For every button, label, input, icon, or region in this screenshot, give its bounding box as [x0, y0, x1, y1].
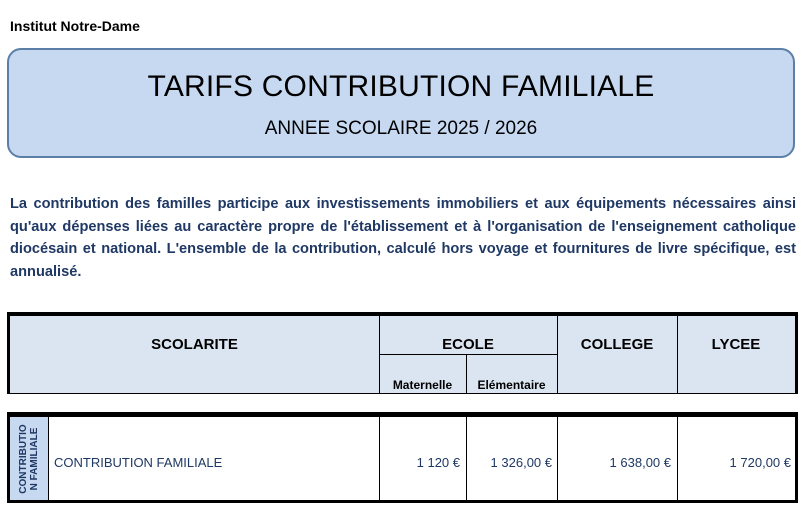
title-banner [7, 48, 795, 158]
header-college: COLLEGE [580, 336, 654, 353]
row-label: CONTRIBUTION FAMILIALE [54, 455, 223, 470]
school-name: Institut Notre-Dame [10, 18, 140, 34]
row-side-label [10, 417, 48, 500]
header-maternelle: Maternelle [392, 378, 453, 392]
page-subtitle: ANNEE SCOLAIRE 2025 / 2026 [264, 118, 538, 139]
header-elementaire: Elémentaire [477, 378, 546, 392]
tariff-table-header [7, 312, 798, 394]
header-lycee: LYCEE [711, 336, 761, 353]
column-divider [557, 316, 558, 394]
row-divider [379, 354, 557, 355]
price-elementaire: 1 326,00 € [490, 455, 552, 470]
column-divider [677, 316, 678, 394]
intro-paragraph: La contribution des familles participe aux investissements immobiliers et aux équipements nécessaires ainsi qu'aux dépenses liées au caractère propre de l'établissement et à l'organisation de l'enseignement catholique diocésain et national. L'ensemble de la contribution, calculé hors voyage et fournitures de livre spécifique, est annualisé. [10, 196, 796, 280]
price-maternelle: 1 120 € [416, 455, 460, 470]
page-title: TARIFS CONTRIBUTION FAMILIALE [147, 70, 655, 103]
row-side-label-text: CONTRIBUTIO N FAMILIALE [18, 423, 40, 494]
header-ecole: ECOLE [442, 336, 494, 353]
price-lycee: 1 720,00 € [729, 455, 791, 470]
price-college: 1 638,00 € [609, 455, 671, 470]
table-row [7, 412, 798, 503]
row-divider [10, 393, 795, 394]
header-scolarite: SCOLARITE [151, 336, 238, 353]
